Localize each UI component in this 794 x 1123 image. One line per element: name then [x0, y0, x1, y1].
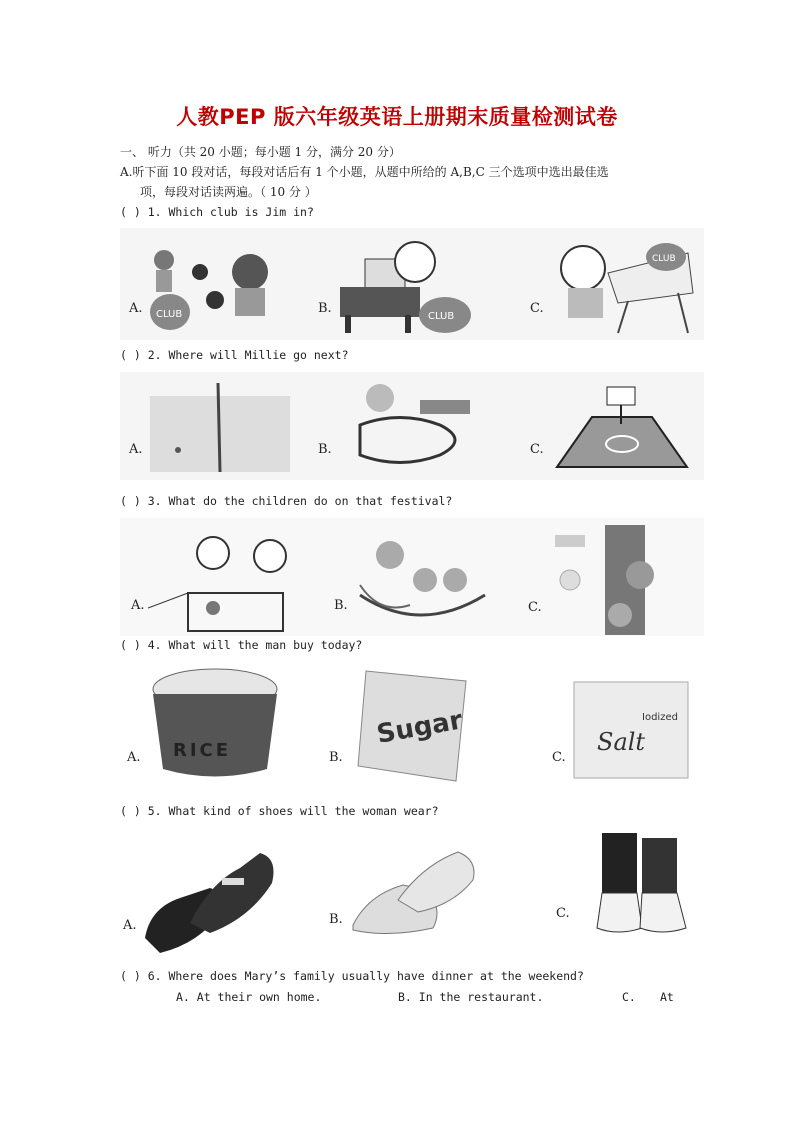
question-3 — [120, 494, 452, 508]
rain-boots-picture — [582, 828, 692, 940]
question-text: 5. What kind of shoes will the woman wear? — [147, 804, 439, 818]
option-b-label: B. — [318, 301, 332, 316]
option-a-label: A. — [129, 442, 143, 457]
q6-option-c: C. — [622, 990, 636, 1004]
club-badge-text: CLUB — [652, 254, 676, 264]
option-c-label: C. — [530, 442, 544, 457]
salt-packet-picture — [572, 680, 690, 780]
option-c-label: C. — [530, 301, 544, 316]
option-c-label: C. — [528, 600, 542, 615]
leather-shoes-picture — [140, 838, 280, 956]
instruction-line-1: A.听下面 10 段对话，每段对话后有 1 个小题，从题中所给的 A,B,C 三个选项中选出最佳选 — [120, 165, 609, 179]
art-club-picture — [548, 233, 703, 338]
answer-blank[interactable]: ( ) — [120, 494, 141, 508]
rice-label: RICE — [173, 740, 232, 761]
dragon-boat-picture — [350, 525, 495, 630]
question-text: 2. Where will Millie go next? — [147, 348, 349, 362]
section-heading: 一、 听力（共 20 小题；每小题 1 分，满分 20 分） — [120, 145, 401, 159]
q6-option-a: A. At their own home. — [176, 990, 322, 1004]
option-b-label: B. — [334, 598, 348, 613]
option-b-label: B. — [329, 912, 343, 927]
page-title: 人教PEP 版六年级英语上册期末质量检测试卷 — [176, 105, 618, 129]
instruction-line-2: 项，每段对话读两遍。（ 10 分 ） — [140, 185, 317, 199]
option-a-label: A. — [129, 301, 143, 316]
option-c-label: C. — [556, 906, 570, 921]
answer-blank[interactable]: ( ) — [120, 638, 141, 652]
option-b-label: B. — [329, 750, 343, 765]
question-text: 6. Where does Mary’s family usually have dinner at the weekend? — [147, 969, 584, 983]
question-5 — [120, 804, 439, 818]
option-a-label: A. — [127, 750, 141, 765]
answer-blank[interactable]: ( ) — [120, 804, 141, 818]
chongyang-festival-picture — [545, 525, 695, 635]
question-text: 4. What will the man buy today? — [147, 638, 363, 652]
sugar-packet-picture — [356, 666, 476, 784]
answer-blank[interactable]: ( ) — [120, 205, 141, 219]
option-c-label: C. — [552, 750, 566, 765]
sugar-label: Sugar — [374, 705, 465, 750]
answer-blank[interactable]: ( ) — [120, 348, 141, 362]
q6-option-c-text: At — [660, 990, 674, 1004]
reading-club-picture — [335, 237, 485, 337]
question-6 — [120, 969, 584, 983]
option-b-label: B. — [318, 442, 332, 457]
option-a-label: A. — [123, 918, 137, 933]
question-2 — [120, 348, 349, 362]
football-club-picture — [140, 232, 290, 337]
basketball-court-picture — [552, 382, 692, 477]
iodized-label: Iodized — [642, 712, 678, 723]
question-text: 1. Which club is Jim in? — [147, 205, 314, 219]
club-badge-text: CLUB — [428, 311, 455, 322]
rice-sack-picture — [145, 664, 285, 784]
question-1 — [120, 205, 314, 219]
sneakers-picture — [348, 840, 483, 940]
eating-mooncakes-picture — [148, 528, 298, 633]
tennis-court-picture — [148, 378, 293, 476]
salt-label: Salt — [597, 728, 646, 756]
question-text: 3. What do the children do on that festival? — [147, 494, 453, 508]
q6-option-b: B. In the restaurant. — [398, 990, 544, 1004]
answer-blank[interactable]: ( ) — [120, 969, 141, 983]
swimming-pool-picture — [340, 380, 480, 470]
club-badge-text: CLUB — [156, 309, 183, 320]
question-4 — [120, 638, 362, 652]
option-a-label: A. — [131, 598, 145, 613]
